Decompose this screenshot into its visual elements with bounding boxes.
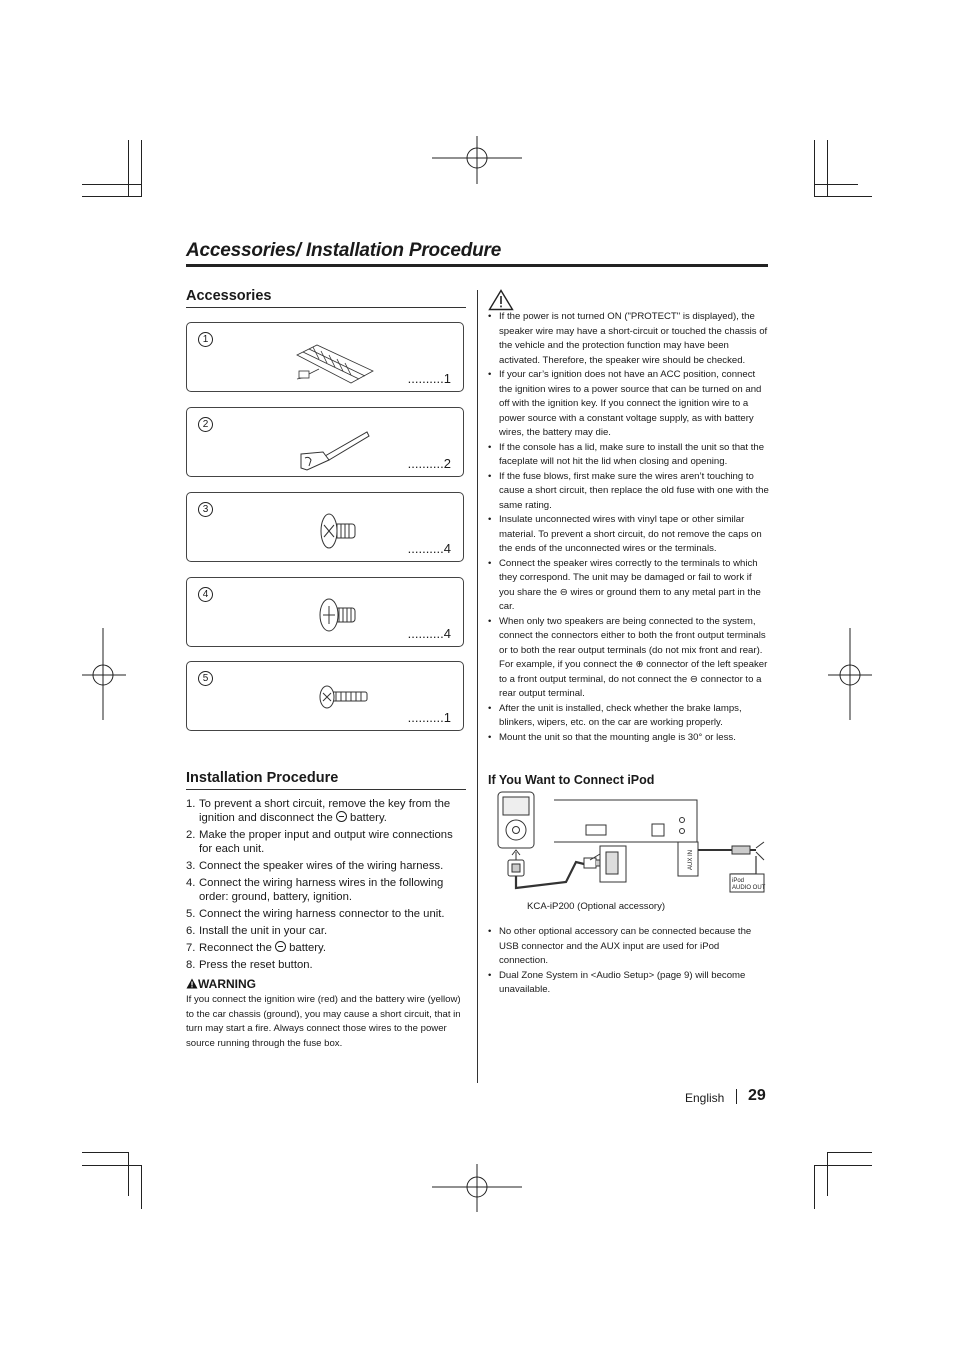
step-item: 4. Connect the wiring harness wires in the following order: ground, battery, ignition. xyxy=(186,877,444,903)
ipod-connection-diagram xyxy=(494,790,770,902)
column-divider xyxy=(477,290,478,1083)
minus-terminal-icon xyxy=(275,941,286,952)
warning-triangle-small-icon xyxy=(186,978,198,989)
ipod-note: • No other optional accessory can be connected because the USB connector and the AUX input are used for iPod connection. xyxy=(488,925,769,969)
audio-out-label: AUDIO OUT xyxy=(732,885,766,891)
removal-tool-icon xyxy=(295,424,375,474)
caution-item: • If the console has a lid, make sure to install the unit so that the faceplate will not hit the lid when closing and opening. xyxy=(488,441,769,470)
accessory-item-4 xyxy=(186,577,464,647)
item-number: 2 xyxy=(198,417,213,432)
accessory-item-1 xyxy=(186,322,464,392)
caution-list xyxy=(488,310,769,745)
item-quantity: ..........2 xyxy=(407,456,451,471)
step-item: 2. Make the proper input and output wire connections for each unit. xyxy=(186,829,453,855)
caution-item: • If the fuse blows, first make sure the wires aren’t touching to cause a short circuit, then replace the old fuse with one with the same rating. xyxy=(488,470,769,514)
diagram-caption: KCA-iP200 (Optional accessory) xyxy=(527,901,666,912)
step-item: 5. Connect the wiring harness connector to the unit. xyxy=(186,908,445,920)
step-item: 7. Reconnect the battery. xyxy=(186,942,326,954)
installation-rule xyxy=(186,789,466,790)
caution-item: • After the unit is installed, check whether the brake lamps, blinkers, wipers, etc. on the car are working properly. xyxy=(488,702,769,731)
accessory-item-3 xyxy=(186,492,464,562)
item-quantity: ..........4 xyxy=(407,626,451,641)
caution-item: • Connect the speaker wires correctly to the terminals to which they correspond. The unit may be damaged or fail to work if you share the ⊖ wires or ground them to any metal part in the car. xyxy=(488,557,769,615)
item-quantity: ..........1 xyxy=(407,371,451,386)
footer-separator xyxy=(736,1089,737,1104)
pan-head-screw-icon xyxy=(315,596,363,638)
page-number: 29 xyxy=(748,1087,766,1104)
wiring-harness-icon xyxy=(289,333,385,389)
minus-terminal-icon xyxy=(336,811,347,822)
accessories-heading: Accessories xyxy=(186,288,272,304)
item-number: 4 xyxy=(198,587,213,602)
accessory-item-5 xyxy=(186,661,464,731)
accessories-rule xyxy=(186,307,466,308)
item-quantity: ..........1 xyxy=(407,710,451,725)
step-item: 6. Install the unit in your car. xyxy=(186,925,328,937)
registration-mark-left xyxy=(82,628,126,720)
page-title: Accessories/ Installation Procedure xyxy=(186,240,502,261)
step-item: 8. Press the reset button. xyxy=(186,959,313,971)
registration-mark-top xyxy=(432,136,524,186)
caution-item: • If your car’s ignition does not have an ACC position, connect the ignition wires to a power source that can be turned on and off with the ignition key. If you connect the ignition wire to a power source with a constant voltage supply, as with battery wires, the battery may die. xyxy=(488,368,769,441)
ipod-heading: If You Want to Connect iPod xyxy=(488,773,655,787)
caution-item: • Mount the unit so that the mounting angle is 30° or less. xyxy=(488,731,769,746)
caution-item: • When only two speakers are being connected to the system, connect the connectors either to both the front output terminals or to both the rear output terminals (do not mix front and rear). For example, if you connect the ⊕ connector of the left speaker to a front output terminal, do not connect the ⊖ connector to a rear output terminal. xyxy=(488,615,769,702)
aux-in-label: AUX IN xyxy=(688,849,694,870)
warning-heading: WARNING xyxy=(186,977,256,991)
flat-head-screw-icon xyxy=(315,511,363,553)
warning-triangle-icon xyxy=(488,289,514,311)
item-number: 5 xyxy=(198,671,213,686)
ipod-notes xyxy=(488,925,769,998)
step-item: 3. Connect the speaker wires of the wiring harness. xyxy=(186,860,444,872)
warning-text: If you connect the ignition wire (red) and the battery wire (yellow) to the car chassis (ground), you may cause a short circuit, that in turn may start a fire. Always connect those wires to the power source running through the fuse box. xyxy=(186,994,461,1049)
accessory-item-2 xyxy=(186,407,464,477)
caution-item: • Insulate unconnected wires with vinyl tape or other similar material. To prevent a short circuit, do not remove the caps on the ends of the unconnected wires or the terminals. xyxy=(488,513,769,557)
item-number: 1 xyxy=(198,332,213,347)
installation-steps xyxy=(186,797,466,975)
item-quantity: ..........4 xyxy=(407,541,451,556)
registration-mark-right xyxy=(828,628,872,720)
step-item: 1. To prevent a short circuit, remove the key from the ignition and disconnect the battery. xyxy=(186,798,451,824)
bolt-icon xyxy=(315,684,373,714)
title-rule xyxy=(186,264,768,267)
ipod-note: • Dual Zone System in <Audio Setup> (page 9) will become unavailable. xyxy=(488,969,769,998)
registration-mark-bottom xyxy=(432,1164,524,1214)
ipod-out-label: iPod xyxy=(732,878,745,884)
footer-language: English xyxy=(685,1091,725,1105)
installation-heading: Installation Procedure xyxy=(186,770,339,786)
caution-item: • If the power is not turned ON ("PROTECT" is displayed), the speaker wire may have a short-circuit or touched the chassis of the vehicle and the protection function may have been activated. Therefore, the speaker wire should be checked. xyxy=(488,310,769,368)
item-number: 3 xyxy=(198,502,213,517)
